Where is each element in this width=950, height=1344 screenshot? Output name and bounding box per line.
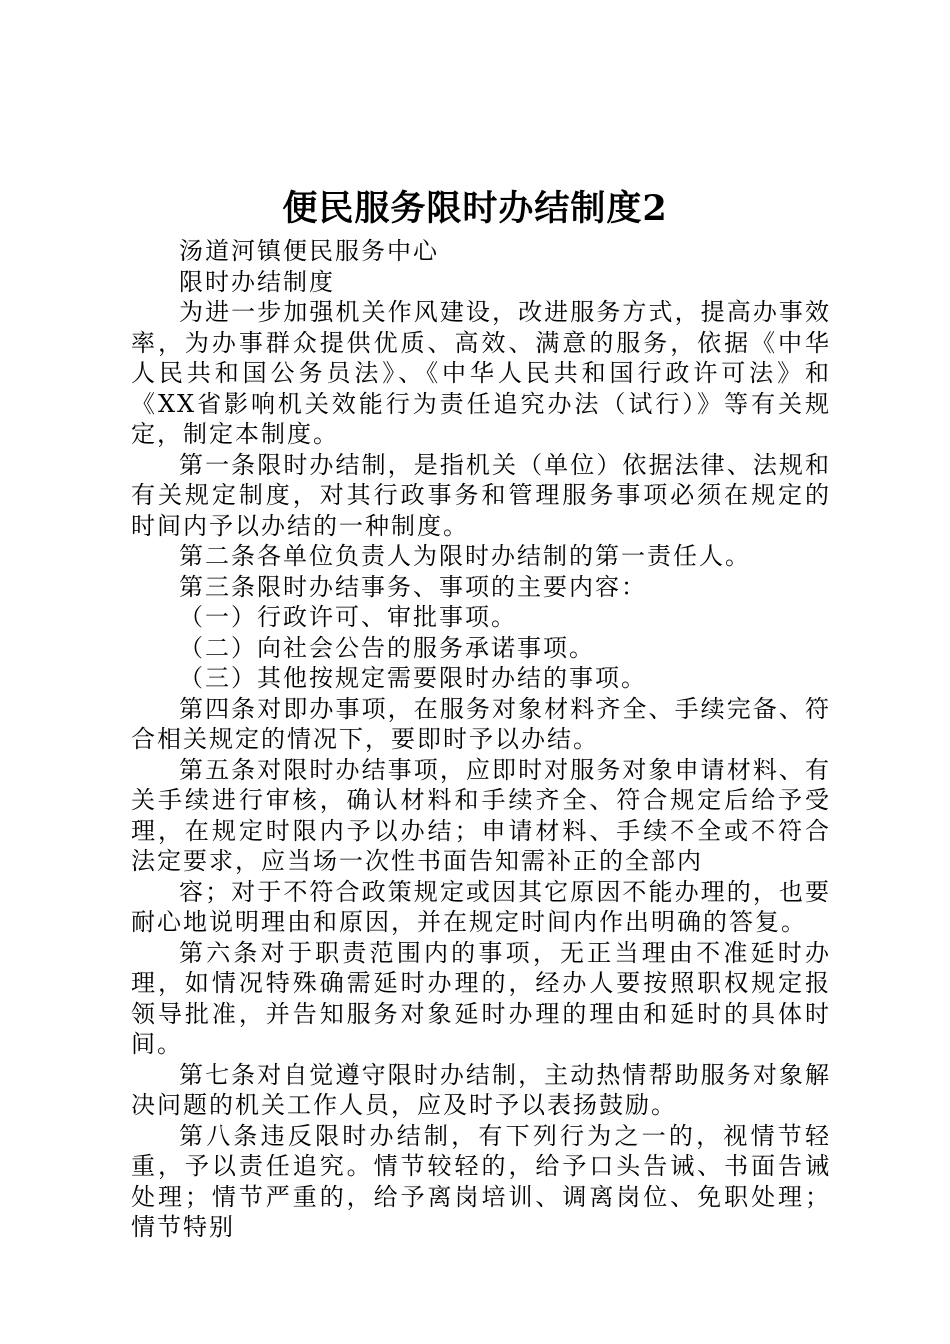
paragraph-article-1: 第一条限时办结制，是指机关（单位）依据法律、法规和有关规定制度，对其行政事务和管理服务事项必须在规定的时间内予以办结的一种制度。 [131, 450, 831, 540]
paragraph-article-5-continued: 容；对于不符合政策规定或因其它原因不能办理的，也要耐心地说明理由和原因，并在规定时间内作出明确的答复。 [131, 877, 831, 936]
paragraph-item-2: （二）向社会公告的服务承诺事项。 [179, 633, 595, 662]
paragraph-item-1: （一）行政许可、审批事项。 [179, 603, 517, 631]
document-body [131, 236, 831, 1243]
paragraph-preamble: 为进一步加强机关作风建设，改进服务方式，提高办事效率，为办事群众提供优质、高效、满意的服务，依据《中华人民共和国公务员法》、《中华人民共和国行政许可法》和《XX省影响机关效能行为责任追究办法（试行）》等有关规定，制定本制度。 [131, 298, 831, 448]
paragraph-article-3: 第三条限时办结事务、事项的主要内容： [179, 572, 647, 601]
paragraph-article-5: 第五条对限时办结事项，应即时对服务对象申请材料、有关手续进行审核，确认材料和手续齐全、符合规定后给予受理，在规定时限内予以办结；申请材料、手续不全或不符合法定要求，应当场一次性书面告知需补正的全部内 [131, 755, 831, 875]
paragraph-article-6: 第六条对于职责范围内的事项，无正当理由不准延时办理，如情况特殊确需延时办理的，经办人要按照职权规定报领导批准，并告知服务对象延时办理的理由和延时的具体时间。 [131, 938, 831, 1058]
paragraph-article-8: 第八条违反限时办结制，有下列行为之一的，视情节轻重，予以责任追究。情节较轻的，给予口头告诫、书面告诫处理；情节严重的，给予离岗培训、调离岗位、免职处理；情节特别 [131, 1121, 831, 1241]
paragraph-article-2: 第二条各单位负责人为限时办结制的第一责任人。 [179, 542, 751, 570]
paragraph-article-4: 第四条对即办事项，在服务对象材料齐全、手续完备、符合相关规定的情况下，要即时予以办结。 [131, 694, 831, 753]
document-title: 便民服务限时办结制度2 [282, 188, 668, 229]
paragraph-article-7: 第七条对自觉遵守限时办结制，主动热情帮助服务对象解决问题的机关工作人员，应及时予以表扬鼓励。 [131, 1060, 831, 1119]
paragraph-office-name: 汤道河镇便民服务中心 [179, 237, 439, 265]
paragraph-subtitle: 限时办结制度 [179, 267, 335, 296]
paragraph-item-3: （三）其他按规定需要限时办结的事项。 [179, 664, 647, 692]
